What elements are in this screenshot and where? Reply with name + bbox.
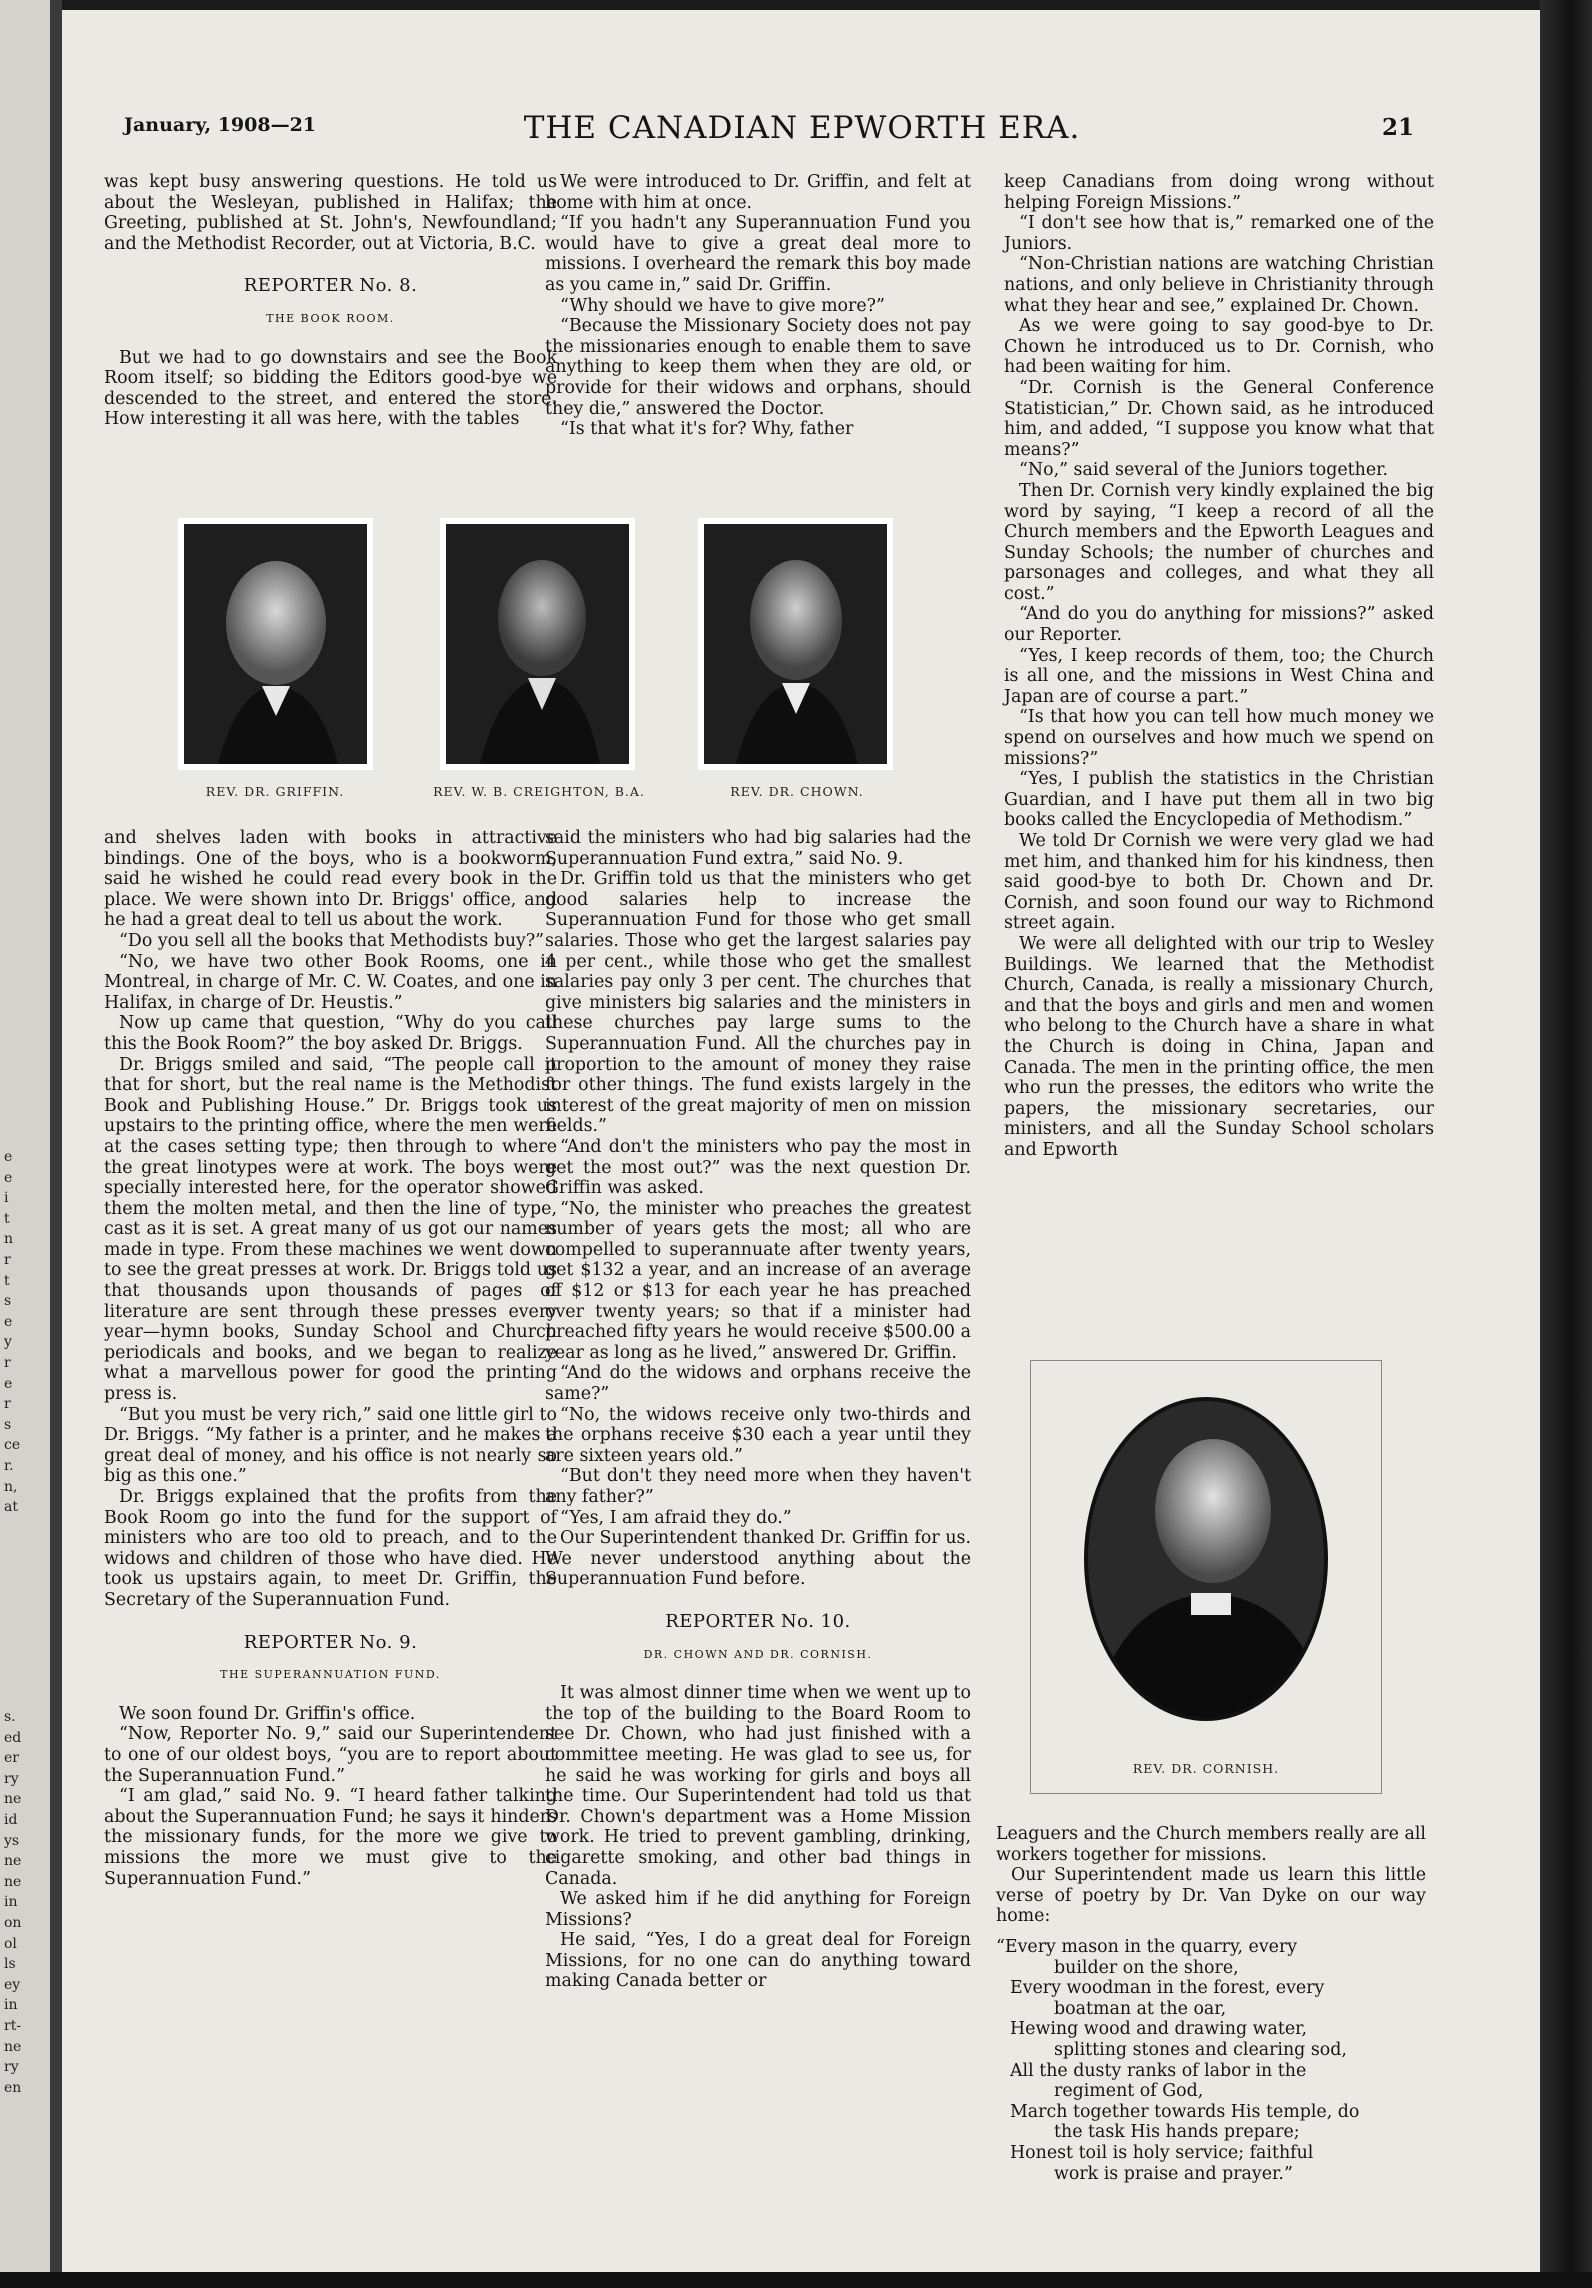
- paragraph: “Why should we have to give more?”: [560, 295, 885, 316]
- paragraph: “No, we have two other Book Rooms, one in Montreal, in charge of Mr. C. W. Coates, and one in Halifax, in charge of Dr. Heustis.”: [104, 951, 557, 1013]
- paragraph: But we had to go downstairs and see the Book Room itself; so bidding the Editors good-bye we descended to the street, and entered the store. How interesting it all was here, with the tables: [104, 347, 557, 430]
- paragraph: We asked him if he did anything for Foreign Missions?: [545, 1889, 971, 1930]
- prev-page-fragment: s: [4, 1416, 12, 1433]
- book-spine: [1540, 0, 1592, 2288]
- prev-page-fragment: ry: [4, 2059, 19, 2076]
- prev-page-fragment: i: [4, 1190, 9, 1207]
- prev-page-fragment: e: [4, 1149, 13, 1165]
- prev-page-fragment: n,: [4, 1478, 18, 1495]
- paragraph: Dr. Griffin told us that the ministers who get good salaries help to increase the Superannuation Fund for those who get small salaries. Those who get the largest salaries pay 4 per cent., while those who get the smallest salaries pay only 3 per cent. The churches that give ministers big salaries and the ministers in these churches pay large sums to the Superannuation Fund. All the churches pay in proportion to the amount of money they raise for other things. The fund exists largely in the interest of the great majority of men on mission fields.”: [545, 869, 971, 1137]
- portrait-creighton-image: [440, 518, 635, 770]
- prev-page-fragment: at: [4, 1499, 18, 1516]
- paragraph: Dr. Briggs explained that the profits from the Book Room go into the fund for the support of ministers who are too old to preach, and to the widows and children of those who have died. He took us upstairs again, to meet Dr. Griffin, the Secretary of the Superannuation Fund.: [104, 1487, 557, 1610]
- reporter-9-heading: REPORTER No. 9.: [243, 1631, 418, 1653]
- page-gutter: [50, 0, 62, 2288]
- reporter-10-subheading: DR. CHOWN AND DR. CORNISH.: [643, 1647, 873, 1661]
- paragraph: We were all delighted with our trip to Wesley Buildings. We learned that the Methodist Church, Canada, is really a missionary Church, and that the boys and girls and men and women who belong to the Church have a share in what the Church is doing in China, Japan and Canada. The men in the printing office, the men who run the presses, the editors who write the papers, the missionary secretaries, our ministers, and all the Sunday School scholars and Epworth: [1004, 933, 1434, 1160]
- paragraph: We told Dr Cornish we were very glad we had met him, and thanked him for his kindness, then said good-bye to both Dr. Chown and Dr. Cornish, and soon found our way to Richmond street again.: [1004, 831, 1434, 934]
- newspaper-page: [62, 10, 1540, 2272]
- prev-page-fragment: ry: [4, 1770, 19, 1787]
- paragraph: “I am glad,” said No. 9. “I heard father talking about the Superannuation Fund; he says it hinders the missionary funds, for the more we give to missions the more we must give to the Superannuation Fund.”: [104, 1786, 557, 1889]
- poem-line: Every woodman in the forest, every boatman at the oar,: [1010, 1978, 1325, 2019]
- poem-line: Honest toil is holy service; faithful work is praise and prayer.”: [1010, 2142, 1314, 2184]
- paragraph: “No, the minister who preaches the greatest number of years gets the most; all who are compelled to superannuate after twenty years, get $132 a year, and an increase of an average of $12 or $13 for each year he has preached over twenty years; so that if a minister had preached fifty years he would receive $500.00 a year as long as he lived,” answered Dr. Griffin.: [545, 1198, 971, 1363]
- prev-page-fragment: e: [4, 1313, 13, 1330]
- prev-page-fragment: ls: [4, 1956, 16, 1973]
- caption-chown: REV. DR. CHOWN.: [730, 784, 864, 799]
- poem-line: All the dusty ranks of labor in the regiment of God,: [1010, 2060, 1307, 2102]
- column-1-bottom: [104, 828, 557, 1889]
- paragraph: keep Canadians from doing wrong without helping Foreign Missions.”: [1004, 172, 1434, 213]
- prev-page-fragment: on: [4, 1915, 22, 1931]
- paragraph: Then Dr. Cornish very kindly explained the big word by saying, “I keep a record of all the Church members and the Epworth Leagues and Sunday Schools; the number of churches and parsonages and colleges, and what they all cost.”: [1004, 480, 1434, 604]
- paragraph: “And don't the ministers who pay the most in get the most out?” was the next question Dr. Griffin was asked.: [545, 1136, 971, 1199]
- caption-cornish: REV. DR. CORNISH.: [1132, 1761, 1280, 1776]
- paragraph: He said, “Yes, I do a great deal for Foreign Missions, for no one can do anything toward making Canada better or: [545, 1930, 971, 1992]
- prev-page-fragment: in: [4, 1997, 18, 2014]
- paragraph: said the ministers who had big salaries had the Superannuation Fund extra,” said No. 9.: [545, 828, 971, 869]
- reporter-8-subheading: THE BOOK ROOM.: [266, 311, 395, 325]
- issue-date: January, 1908—21: [124, 114, 317, 136]
- prev-page-fragment: ne: [4, 1791, 22, 1808]
- masthead-title: THE CANADIAN EPWORTH ERA.: [523, 110, 1081, 146]
- portrait-cornish-image: [1031, 1361, 1381, 1761]
- prev-page-fragment: ce: [4, 1437, 21, 1454]
- paragraph: We soon found Dr. Griffin's office.: [119, 1703, 416, 1724]
- reporter-8-heading: REPORTER No. 8.: [243, 275, 418, 297]
- paragraph: Our Superintendent thanked Dr. Griffin for us. We never understood anything about the Superannuation Fund before.: [545, 1528, 971, 1590]
- paragraph: “I don't see how that is,” remarked one of the Juniors.: [1004, 213, 1434, 254]
- prev-page-fragment: n: [4, 1231, 14, 1248]
- paragraph: “Now, Reporter No. 9,” said our Superintendent to one of our oldest boys, “you are to report about the Superannuation Fund.”: [104, 1724, 557, 1786]
- prev-page-fragment: e: [4, 1169, 13, 1186]
- column-2-bottom: [545, 828, 971, 1992]
- paragraph: “But you must be very rich,” said one little girl to Dr. Briggs. “My father is a printer, and he makes a great deal of money, and his office is not nearly so big as this one.”: [104, 1404, 557, 1487]
- caption-creighton: REV. W. B. CREIGHTON, B.A.: [433, 784, 645, 799]
- paragraph: “No, the widows receive only two-thirds and the orphans receive $30 each a year until they are sixteen years old.”: [545, 1404, 971, 1466]
- paragraph: “Do you sell all the books that Methodists buy?”: [119, 930, 545, 951]
- reporter-9-subheading: THE SUPERANNUATION FUND.: [220, 1668, 441, 1682]
- caption-griffin: REV. DR. GRIFFIN.: [205, 784, 345, 799]
- paragraph: “And do you do anything for missions?” asked our Reporter.: [1004, 604, 1434, 646]
- column-2-top: [545, 172, 971, 440]
- prev-page-fragment: ne: [4, 1853, 22, 1870]
- paragraph: “Yes, I publish the statistics in the Christian Guardian, and I have put them all in two big books called the Encyclopedia of Methodism.”: [1004, 769, 1434, 831]
- paragraph: Dr. Briggs smiled and said, “The people call it that for short, but the real name is the Methodist Book and Publishing House.” Dr. Briggs took us upstairs to the printing office, where the men were at the cases setting type; then through to where the great linotypes were at work. The boys were specially interested here, for the operator showed them the molten metal, and then the line of type, cast as it is set. A great many of us got our names made in type. From these machines we went down to see the great presses at work. Dr. Briggs told us that thousands upon thousands of pages of literature are sent through these presses every year—hymn books, Sunday School and Church periodicals and books, and we began to realize what a marvellous power for good the printing press is.: [104, 1054, 557, 1405]
- paragraph: “Yes, I am afraid they do.”: [560, 1507, 792, 1528]
- paragraph: It was almost dinner time when we went up to the top of the building to the Board Room to see Dr. Chown, who had just finished with a committee meeting. He was glad to see us, for he said he was working for girls and boys all the time. Our Superintendent had told us that Dr. Chown's department was a Home Mission work. He tried to prevent gambling, drinking, cigarette smoking, and other bad things in Canada.: [545, 1683, 971, 1889]
- prev-page-fragment: r: [4, 1355, 11, 1371]
- prev-page-fragment: in: [4, 1894, 18, 1911]
- paragraph: “Is that how you can tell how much money we spend on ourselves and how much we spend on missions?”: [1004, 707, 1434, 769]
- scan-bottom-edge: [0, 2272, 1592, 2288]
- paragraph: “Non-Christian nations are watching Christian nations, and only believe in Christianity through what they hear and see,” explained Dr. Chown.: [1004, 254, 1434, 316]
- column-3-bottom: [996, 1824, 1426, 2184]
- prev-page-fragment: r.: [4, 1458, 14, 1474]
- portrait-creighton: [440, 518, 635, 770]
- prev-page-fragment: id: [4, 1812, 18, 1828]
- prev-page-fragment: y: [4, 1334, 12, 1351]
- prev-page-fragment: e: [4, 1375, 13, 1392]
- paragraph: “But don't they need more when they haven't any father?”: [545, 1466, 971, 1507]
- prev-page-fragment: en: [4, 2079, 22, 2096]
- prev-page-fragment: rt-: [4, 2018, 22, 2034]
- paragraph: Our Superintendent made us learn this little verse of poetry by Dr. Van Dyke on our way home:: [996, 1865, 1426, 1927]
- prev-page-fragment: t: [4, 1210, 10, 1227]
- prev-page-fragment: s: [4, 1293, 12, 1310]
- prev-page-fragment: ne: [4, 1873, 22, 1890]
- paragraph: “Is that what it's for? Why, father: [560, 419, 854, 440]
- paragraph: “Because the Missionary Society does not pay the missionaries enough to enable them to save anything to keep them when they are old, or provide for their widows and orphans, should they die,” answered the Doctor.: [545, 316, 971, 419]
- prev-page-fragment: er: [4, 1750, 19, 1767]
- poem: [996, 1937, 1426, 2184]
- paragraph: “If you hadn't any Superannuation Fund you would have to give a great deal more to missions. I overheard the remark this boy made as you came in,” said Dr. Griffin.: [545, 213, 971, 295]
- prev-page-fragment: ed: [4, 1729, 22, 1746]
- paragraph: We were introduced to Dr. Griffin, and felt at home with him at once.: [545, 172, 971, 213]
- portrait-chown-image: [698, 518, 893, 770]
- prev-page-fragment: t: [4, 1272, 10, 1289]
- paragraph: “Yes, I keep records of them, too; the Church is all one, and the missions in West China and Japan are of course a part.”: [1004, 645, 1434, 707]
- prev-page-fragment: ol: [4, 1935, 17, 1952]
- paragraph: and shelves laden with books in attractive bindings. One of the boys, who is a bookworm, said he wished he could read every book in the place. We were shown into Dr. Briggs' office, and he had a great deal to tell us about the work.: [104, 828, 557, 931]
- paragraph: Now up came that question, “Why do you call this the Book Room?” the boy asked Dr. Briggs.: [104, 1013, 557, 1054]
- prev-page-fragment: ne: [4, 2038, 22, 2055]
- portrait-chown: [698, 518, 893, 770]
- previous-page-edge: [0, 0, 50, 2288]
- paragraph: “Dr. Cornish is the General Conference Statistician,” Dr. Chown said, as he introduced him, and added, “I suppose you know what that means?”: [1004, 377, 1434, 460]
- reporter-10-heading: REPORTER No. 10.: [665, 1610, 851, 1632]
- paragraph: As we were going to say good-bye to Dr. Chown he introduced us to Dr. Cornish, who had been waiting for him.: [1004, 316, 1434, 378]
- poem-line: “Every mason in the quarry, every builder on the shore,: [996, 1936, 1298, 1978]
- column-1-top: [104, 172, 557, 430]
- prev-page-fragment: s.: [4, 1709, 16, 1725]
- prev-page-fragment: ey: [4, 1976, 21, 1993]
- paragraph: Leaguers and the Church members really are all workers together for missions.: [996, 1824, 1426, 1865]
- paragraph: “And do the widows and orphans receive the same?”: [545, 1363, 971, 1405]
- page-number: 21: [1382, 114, 1415, 141]
- portrait-griffin-image: [178, 518, 373, 770]
- prev-page-fragment: r: [4, 1396, 11, 1413]
- portrait-cornish: [1030, 1360, 1382, 1794]
- column-3-top: [1004, 172, 1434, 1161]
- poem-line: Hewing wood and drawing water, splitting stones and clearing sod,: [1010, 2019, 1347, 2060]
- portrait-griffin: [178, 518, 373, 770]
- poem-line: March together towards His temple, do the task His hands prepare;: [1010, 2101, 1360, 2143]
- prev-page-fragment: r: [4, 1252, 11, 1268]
- paragraph: was kept busy answering questions. He told us about the Wesleyan, published in Halifax; the Greeting, published at St. John's, Newfoundland; and the Methodist Recorder, out at Victoria, B.C.: [104, 172, 557, 254]
- paragraph: “No,” said several of the Juniors together.: [1019, 460, 1389, 481]
- prev-page-fragment: ys: [4, 1832, 20, 1849]
